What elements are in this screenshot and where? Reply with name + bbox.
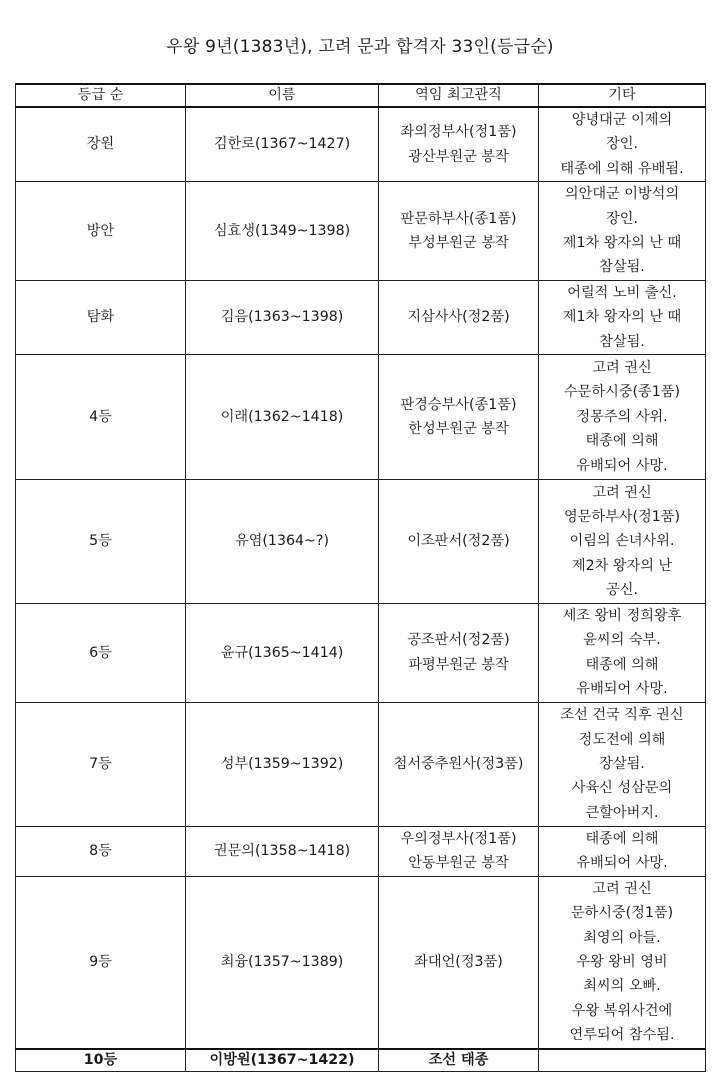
note-line: 태종에 의해 [585,433,659,450]
office-cell [379,280,539,354]
note-line: 정도전에 의해 [578,731,666,748]
office-line: 파평부원군 봉작 [408,656,509,673]
header-notes: 기타 [539,84,706,107]
office-line: 조선 태종 [428,1052,489,1069]
office-cell [379,182,539,281]
office-cell [379,826,539,876]
note-line: 이림의 손녀사위. [569,533,675,550]
office-line: 첨서중추원사(정3품) [393,755,524,772]
note-line: 정몽주의 사위. [576,408,668,425]
note-line: 양녕대군 이제의 [571,112,673,128]
name-cell: 윤규(1365~1414) [186,604,379,703]
note-line: 수문하시중(종1품) [563,384,681,401]
table-row [16,182,706,281]
header-rank: 등급 순 [16,84,186,107]
office-line: 공조판서(정2품) [407,632,510,649]
table-row [16,604,706,703]
note-line: 고려 권신 [592,484,652,501]
office-cell [379,107,539,182]
table-row [16,826,706,876]
name-cell: 성부(1359~1392) [186,702,379,826]
note-line: 의안대군 이방석의 [564,186,680,203]
note-line: 사육신 성삼문의 [571,780,673,797]
rank-cell: 탐화 [16,280,186,354]
office-cell [379,604,539,703]
rank-cell: 5등 [16,480,186,604]
name-cell: 심효생(1349~1398) [186,182,379,281]
note-line: 태종에 의해 유배됨. [560,160,684,177]
note-line: 유배되어 사망. [576,681,668,698]
header-office: 역임 최고관직 [379,84,539,107]
name-cell: 유염(1364~?) [186,480,379,604]
table-row [16,480,706,604]
note-line: 유배되어 사망. [576,855,668,872]
office-line: 지삼사사(정2품) [407,309,510,326]
exam-passers-table [15,83,706,1072]
note-line: 최영의 아들. [583,929,661,946]
office-line: 부성부원군 봉작 [408,235,509,252]
office-line: 광산부원군 봉작 [408,148,509,165]
name-cell: 김한로(1367~1427) [186,107,379,182]
notes-cell [539,1049,706,1072]
notes-cell [539,355,706,480]
note-line: 유배되어 사망. [576,457,668,474]
table-row [16,107,706,182]
note-line: 세조 왕비 정희왕후 [562,608,682,625]
note-line: 조선 건국 직후 권신 [560,707,684,724]
office-line: 좌의정부사(정1품) [400,124,517,141]
notes-cell [539,107,706,182]
rank-cell: 방안 [16,182,186,281]
note-line: 고려 권신 [592,880,652,897]
office-cell [379,355,539,480]
office-line: 안동부원군 봉작 [408,855,509,872]
notes-cell [539,480,706,604]
note-line: 어릴적 노비 출신. [567,284,677,301]
note-line: 영문하부사(정1품) [563,508,681,525]
note-line: 윤씨의 숙부. [583,632,661,649]
note-line: 고려 권신 [592,360,652,377]
table-row [16,1049,706,1072]
note-line: 문하시중(정1품) [570,905,674,922]
note-line: 참살됨. [599,333,645,350]
office-cell [379,1049,539,1072]
office-cell [379,876,539,1048]
note-line: 연루되어 참수됨. [569,1027,675,1044]
office-line: 한성부원군 봉작 [408,421,509,438]
notes-cell [539,604,706,703]
notes-cell [539,876,706,1048]
notes-cell [539,826,706,876]
note-line: 제2차 왕자의 난 [571,557,673,574]
table-header [16,84,706,107]
office-cell [379,480,539,604]
note-line: 큰할아버지. [585,804,659,821]
table-row [16,280,706,354]
note-line: 장인. [606,210,638,227]
rank-cell: 9등 [16,876,186,1048]
notes-cell [539,280,706,354]
note-line: 공신. [606,582,638,599]
note-line: 태종에 의해 [585,830,659,847]
note-line: 우왕 복위사건에 [571,1002,673,1019]
office-line: 이조판서(정2품) [407,533,510,550]
note-line: 참살됨. [599,259,645,276]
note-line: 태종에 의해 [585,656,659,673]
name-cell: 김음(1363~1398) [186,280,379,354]
notes-cell [539,702,706,826]
header-name: 이름 [186,84,379,107]
note-line: 최씨의 오빠. [583,978,661,995]
office-cell [379,702,539,826]
note-line: 제1차 왕자의 난 때 [562,235,682,252]
name-cell: 이래(1362~1418) [186,355,379,480]
office-line: 판경승부사(종1품) [400,396,517,413]
office-line: 우의정부사(정1품) [400,830,517,847]
rank-cell: 7등 [16,702,186,826]
office-line: 좌대언(정3품) [414,953,503,970]
table-body [16,107,706,1071]
rank-cell: 6등 [16,604,186,703]
notes-cell [539,182,706,281]
note-line: 제1차 왕자의 난 때 [562,309,682,326]
table-row [16,702,706,826]
name-cell: 권문의(1358~1418) [186,826,379,876]
office-line: 판문하부사(종1품) [400,210,517,227]
note-line: 장살됨. [599,755,645,772]
note-line: 우왕 왕비 영비 [576,953,668,970]
rank-cell: 장원 [16,107,186,182]
document-title: 우왕 9년(1383년), 고려 문과 합격자 33인(등급순) [166,37,554,57]
rank-cell: 4등 [16,355,186,480]
rank-cell: 8등 [16,826,186,876]
name-cell: 최융(1357~1389) [186,876,379,1048]
table-row [16,355,706,480]
name-cell: 이방원(1367~1422) [186,1049,379,1072]
note-line: 장인. [606,136,638,153]
table-row [16,876,706,1048]
rank-cell: 10등 [16,1049,186,1072]
